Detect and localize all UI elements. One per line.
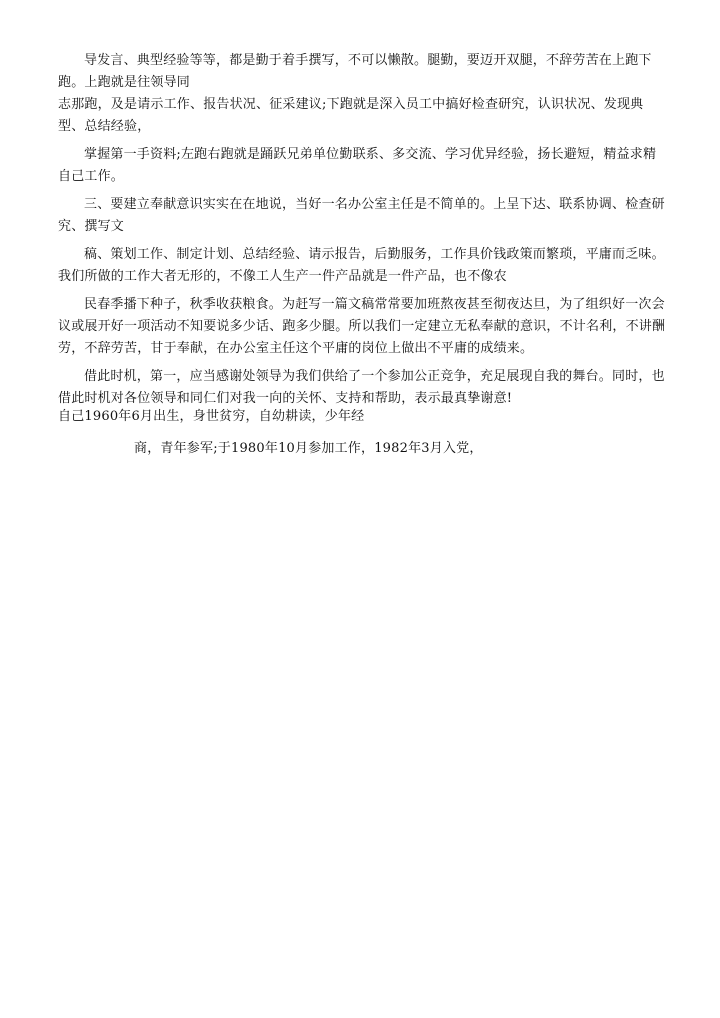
paragraph-3: 掌握第一手资料;左跑右跑就是踊跃兄弟单位勤联系、多交流、学习优异经验，扬长避短，精益求精自己工作。 [58, 147, 657, 184]
paragraph-4: 三、要建立奉献意识实实在在地说，当好一名办公室主任是不简单的。上呈下达、联系协调、检查研究、撰写文 [58, 197, 665, 234]
paragraph-9: 商，青年参军;于1980年10月参加工作，1982年3月入党， [134, 441, 483, 456]
paragraph-2: 志那跑，及是请示工作、报告状况、征采建议;下跑就是深入员工中搞好检查研究，认识状况、发现典型、总结经验， [58, 97, 644, 134]
paragraph-6: 民春季播下种子，秋季收获粮食。为赶写一篇文稿常常要加班熬夜甚至彻夜达旦，为了组织好一次会议或展开好一项活动不知要说多少话、跑多少腿。所以我们一定建立无私奉献的意识，不计名利，不讲酬劳，不辞劳苦，甘于奉献，在办公室主任这个平庸的岗位上做出不平庸的成绩来。 [58, 297, 666, 356]
paragraph-5: 稿、策划工作、制定计划、总结经验、请示报告，后勤服务，工作具价钱政策而繁琐，平庸而乏味。我们所做的工作大者无形的，不像工人生产一件产品就是一件产品，也不像农 [58, 247, 665, 284]
paragraph-8: 自己1960年6月出生，身世贫穷，自幼耕读，少年经 [58, 409, 365, 424]
paragraph-1: 导发言、典型经验等等，都是勤于着手撰写，不可以懒散。腿勤，要迈开双腿，不辞劳苦在上跑下跑。上跑就是往领导同 [58, 53, 652, 90]
paragraph-7: 借此时机，第一，应当感谢处领导为我们供给了一个参加公正竞争，充足展现自我的舞台。同时，也借此时机对各位领导和同仁们对我一向的关怀、支持和帮助，表示最真挚谢意! [58, 369, 665, 406]
